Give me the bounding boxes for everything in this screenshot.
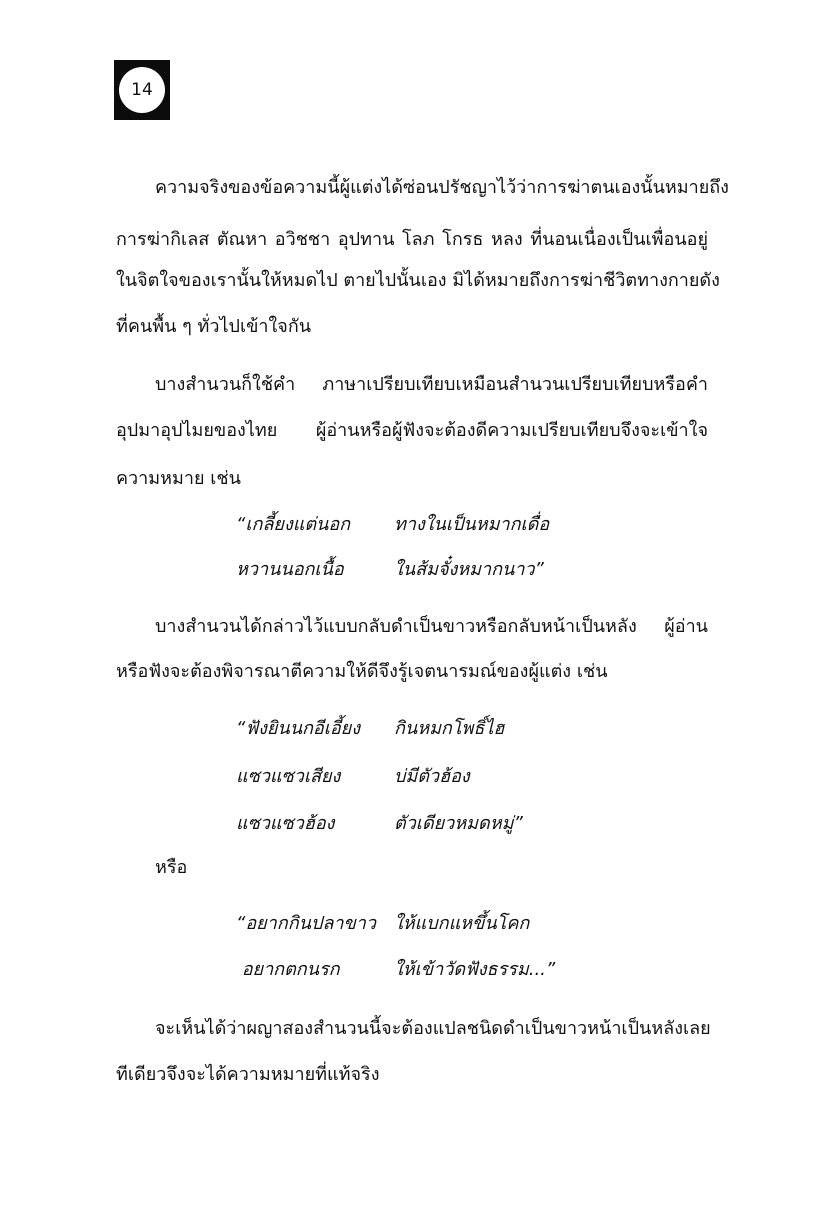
verse-2-row-2-right: บ่มีตัวฮ้อง bbox=[394, 766, 470, 787]
paragraph-1-line-4: ที่คนพื้น ๆ ทั่วไปเข้าใจกัน bbox=[116, 316, 312, 337]
page-number-badge bbox=[114, 60, 170, 120]
paragraph-4-line-2: ทีเดียวจึงจะได้ความหมายที่แท้จริง bbox=[116, 1064, 380, 1085]
verse-2-row-3-right: ตัวเดียวหมดหมู่” bbox=[394, 813, 523, 834]
verse-3-row-1-left: “อยากกินปลาขาว bbox=[236, 913, 376, 934]
page-number: 14 bbox=[119, 67, 165, 113]
verse-1-row-1-right: ทางในเป็นหมากเดื่อ bbox=[394, 514, 550, 535]
paragraph-1-line-3: ในจิตใจของเรานั้นให้หมดไป ตายไปนั้นเอง มิได้หมายถึงการฆ่าชีวิตทางกายดัง bbox=[116, 270, 720, 291]
verse-1-row-1-left: “เกลี้ยงแต่นอก bbox=[236, 514, 351, 535]
paragraph-1-line-1: ความจริงของข้อความนี้ผู้แต่งได้ซ่อนปรัชญาไว้ว่าการฆ่าตนเองนั้นหมายถึง bbox=[155, 177, 729, 198]
verse-3-row-1-right: ให้แบกแหขึ้นโคก bbox=[394, 913, 530, 934]
connector-or: หรือ bbox=[155, 857, 188, 878]
verse-3-row-2-left: อยากตกนรก bbox=[236, 959, 340, 980]
verse-2-row-2-left: แซวแซวเสียง bbox=[236, 766, 341, 787]
paragraph-3-line-2: หรือฟังจะต้องพิจารณาตีความให้ดีจึงรู้เจตนารมณ์ของผู้แต่ง เช่น bbox=[116, 661, 608, 682]
verse-1-row-2-right: ในส้มจั๋งหมากนาว” bbox=[394, 559, 544, 580]
verse-2-row-1-right: กินหมกโพธิ์ไฮ bbox=[394, 718, 505, 739]
paragraph-4-line-1: จะเห็นได้ว่าผญาสองสำนวนนี้จะต้องแปลชนิดดำเป็นขาวหน้าเป็นหลังเลย bbox=[155, 1018, 711, 1039]
paragraph-2-line-2: อุปมาอุปไมยของไทย ผู้อ่านหรือผู้ฟังจะต้องดีความเปรียบเทียบจึงจะเข้าใจ bbox=[116, 420, 708, 441]
paragraph-2-line-3: ความหมาย เช่น bbox=[116, 468, 241, 489]
paragraph-2-line-1: บางสำนวนก็ใช้คำ ภาษาเปรียบเทียบเหมือนสำนวนเปรียบเทียบหรือคำ bbox=[155, 374, 708, 395]
paragraph-1-line-2: การฆ่ากิเลส ตัณหา อวิชชา อุปทาน โลภ โกรธ หลง ที่นอนเนื่องเป็นเพื่อนอยู่ bbox=[116, 229, 708, 250]
verse-2-row-3-left: แซวแซวฮ้อง bbox=[236, 813, 335, 834]
paragraph-3-line-1: บางสำนวนได้กล่าวไว้แบบกลับดำเป็นขาวหรือกลับหน้าเป็นหลัง ผู้อ่าน bbox=[155, 616, 708, 637]
verse-2-row-1-left: “ฟังยินนกอีเอี้ยง bbox=[236, 718, 361, 739]
verse-1-row-2-left: หวานนอกเนื้อ bbox=[236, 559, 344, 580]
verse-3-row-2-right: ให้เข้าวัดฟังธรรม...” bbox=[394, 959, 556, 980]
